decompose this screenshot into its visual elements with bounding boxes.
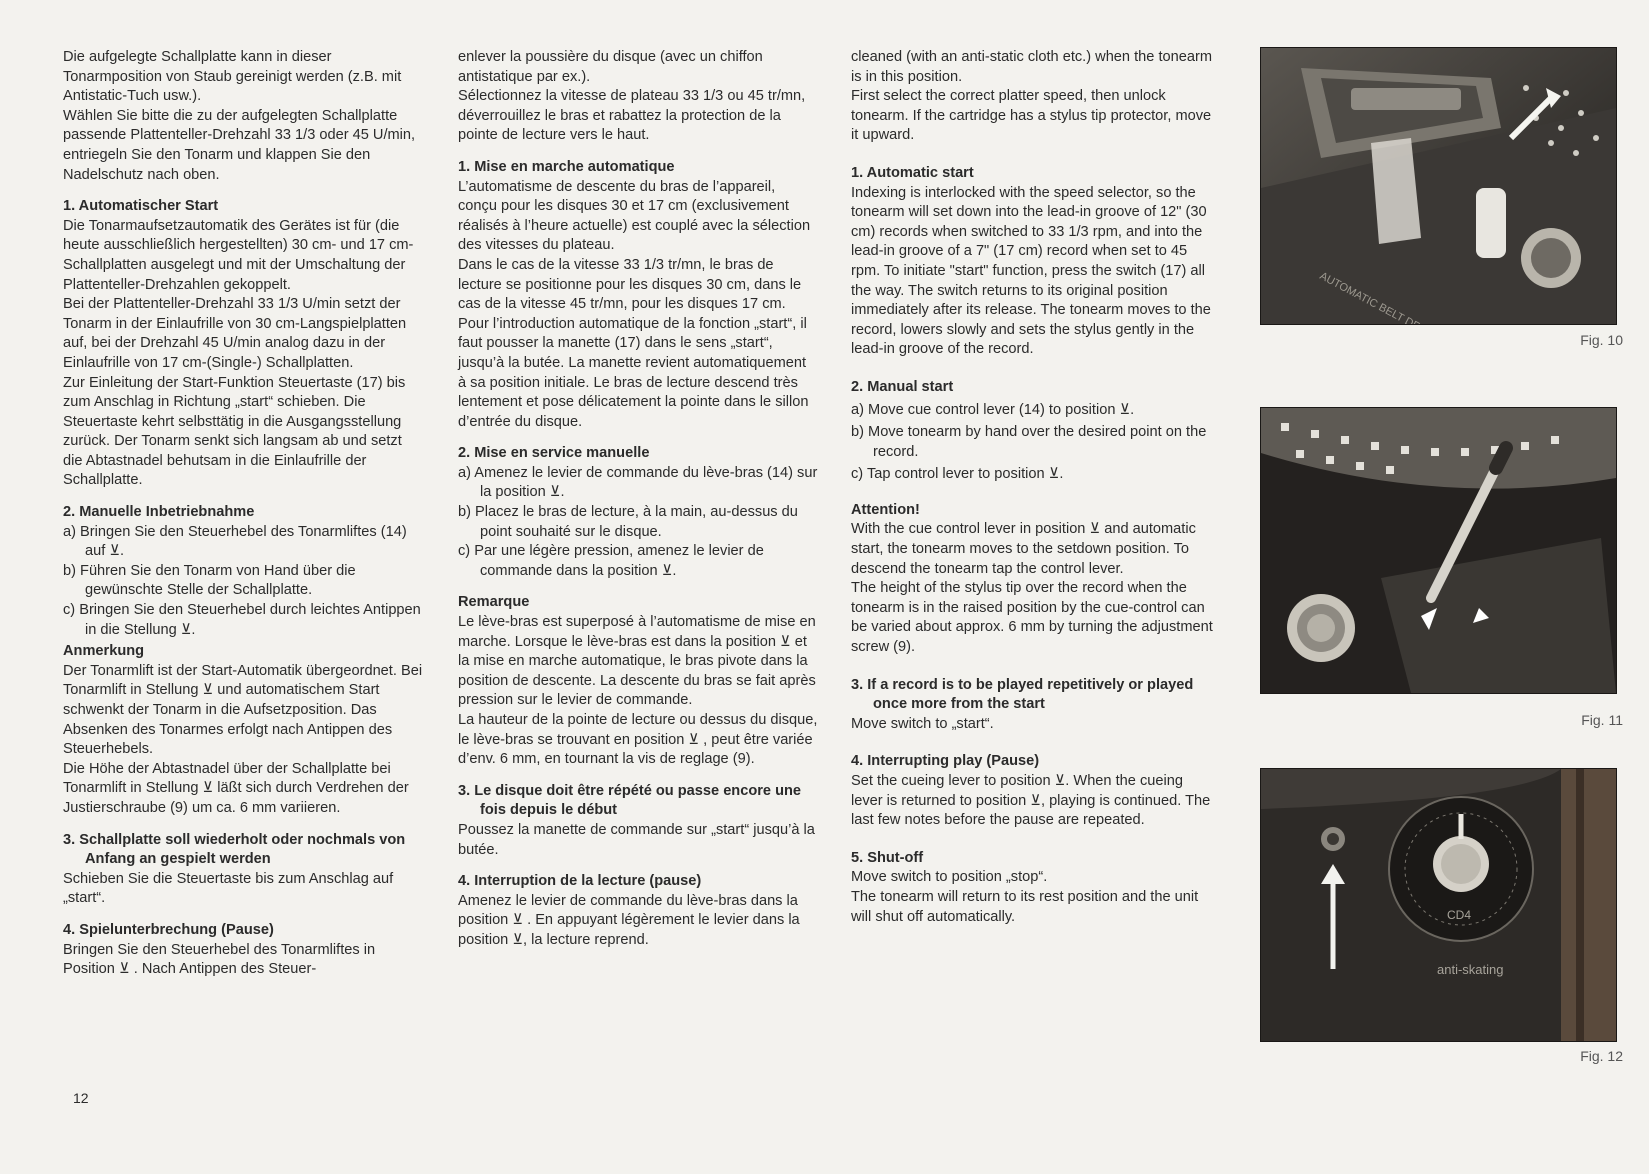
fr-note-body-1: Le lève-bras est superposé à l’automatisme de mise en marche. Lorsque le lève-bras est dans la position ⊻ et la mise en marche automatique, le bras pivote dans la position de descente. La descente du bras se fait après pression sur le levier de commande. (458, 614, 816, 709)
de-s4-body: Bringen Sie den Steuerhebel des Tonarmliftes in Position ⊻ . Nach Antippen des Steuer- (63, 941, 376, 978)
fr-s1-body-1: L’automatisme de descente du bras de l’appareil, conçu pour les disques 30 et 17 cm (exclusivement réalisés à l’heure actuelle) est couplé avec la sélection des vitesses du plateau. (458, 178, 811, 254)
fr-s2-item-b: b) Placez le bras de lecture, à la main, au-dessus du point souhaité sur le disque. (458, 504, 798, 540)
fr-s1-body-2: Dans le cas de la vitesse 33 1/3 tr/mn, le bras de lecture se positionne pour les disques 30 cm, dans le cas de la vitesse 45 tr/mn, pour les disques 17 cm. Pour l’introduction automatique de la fonction „start“, il faut pousser la manette (17) dans le sens „start“, jusqu’à la butée. La manette revient automatiquement à sa position initiale. Le bras de lecture descend très lentement et pose délicatement la pointe dans le sillon d’entrée du disque. (458, 256, 809, 430)
de-s3-title: 3. Schallplatte soll wiederholt oder nochmals von Anfang an gespielt werden (63, 831, 406, 868)
english-column (851, 48, 1216, 927)
fig12-caption-text: anti-skating (1437, 962, 1504, 977)
en-s5-body-1: Move switch to position „stop“. (851, 869, 1048, 886)
en-s3-body: Move switch to „start“. (851, 715, 994, 732)
de-note-body-2: Die Höhe der Abtastnadel über der Schallplatte bei Tonarmlift in Stellung ⊻ läßt sich durch Verdrehen der Justierschraube (9) um ca. 6 mm variieren. (63, 760, 409, 816)
figure-10-photo (1260, 47, 1617, 325)
figure-12-photo (1260, 768, 1617, 1042)
en-s2-item-b: b) Move tonearm by hand over the desired point on the record. (851, 424, 1207, 460)
en-s3-title: 3. If a record is to be played repetitively or played once more from the start (851, 676, 1194, 713)
de-intro-2: Wählen Sie bitte die zu der aufgelegten Schallplatte passende Plattenteller-Drehzahl 33 1/3 oder 45 U/min, entriegeln Sie den Tonarm und klappen Sie den Nadelschutz nach oben. (63, 107, 416, 183)
en-note-title: Attention! (851, 501, 920, 518)
de-s2-item-c: c) Bringen Sie den Steuerhebel durch leichtes Antippen in die Stellung ⊻. (63, 602, 421, 638)
de-s1-body-1: Die Tonarmaufsetzautomatik des Gerätes ist für (die heute ausschließlich hergestellten) 30 cm- und 17 cm-Schallplatten ausgelegt und mit der Umschaltung der Plattenteller-Drehzahlen gekoppelt. (63, 217, 414, 293)
fr-s2-title: 2. Mise en service manuelle (458, 445, 650, 462)
french-column (458, 48, 818, 951)
en-s4-body: Set the cueing lever to position ⊻. When the cueing lever is returned to position ⊻, playing is continued. The last few notes before the pause are repeated. (851, 773, 1211, 829)
de-s4-title: 4. Spielunterbrechung (Pause) (63, 921, 274, 938)
en-s1-body: Indexing is interlocked with the speed selector, so the tonearm will set down into the lead-in groove of 12" (30 cm) records when switched to 33 1/3 rpm, and into the lead-in groove of a 7" (17 cm) record when set to 45 rpm. To initiate "start" function, press the switch (17) all the way. The switch returns to its original position immediately after its release. The tonearm moves to the record, lowers slowly and sets the stylus gently in the lead-in groove of the record. (851, 184, 1211, 358)
page-number: 12 (73, 1090, 89, 1106)
de-s2-item-a: a) Bringen Sie den Steuerhebel des Tonarmliftes (14) auf ⊻. (63, 523, 407, 560)
en-s4-title: 4. Interrupting play (Pause) (851, 753, 1040, 770)
figure-10-label: Fig. 10 (1580, 332, 1623, 348)
fr-s1-title: 1. Mise en marche automatique (458, 158, 675, 175)
en-intro-2: First select the correct platter speed, then unlock tonearm. If the cartridge has a stylus tip protector, move it upward. (851, 88, 1212, 144)
figure-11-label: Fig. 11 (1581, 712, 1623, 728)
de-s1-body-3: Zur Einleitung der Start-Funktion Steuertaste (17) bis zum Anschlag in Richtung „start“ schieben. Die Steuertaste kehrt selbsttätig in die Ausgangsstellung zurück. Der Tonarm senkt sich langsam ab und setzt die Abtastnadel behutsam in die Einlaufrille der Schallplatte. (63, 374, 406, 489)
de-intro-1: Die aufgelegte Schallplatte kann in dieser Tonarmposition von Staub gereinigt werden (z.B. mit Antistatic-Tuch usw.). (63, 49, 402, 105)
de-s2-title: 2. Manuelle Inbetriebnahme (63, 504, 255, 521)
fr-s4-body: Amenez le levier de commande du lève-bras dans la position ⊻ . En appuyant légèrement le levier dans la position ⊻, la lecture reprend. (458, 892, 800, 948)
fr-note-title: Remarque (458, 594, 530, 611)
de-note-body-1: Der Tonarmlift ist der Start-Automatik übergeordnet. Bei Tonarmlift in Stellung ⊻ und automatischem Start schwenkt der Tonarm in die Aufsetzposition. Das Absenken des Tonarmes erfolgt nach Antippen des Steuerhebels. (63, 662, 423, 758)
fr-s2-item-a: a) Amenez le levier de commande du lève-bras (14) sur la position ⊻. (458, 464, 818, 501)
german-column (63, 48, 423, 980)
fr-s3-body: Poussez la manette de commande sur „start“ jusqu’à la butée. (458, 821, 815, 858)
en-s5-body-2: The tonearm will return to its rest position and the unit will shut off automatically. (851, 888, 1199, 925)
en-s2-title: 2. Manual start (851, 378, 954, 395)
fr-intro-2: Sélectionnez la vitesse de plateau 33 1/3 ou 45 tr/mn, déverrouillez le bras et rabattez la protection de la pointe de lecture vers le haut. (458, 88, 806, 144)
en-note-body-2: The height of the stylus tip over the record when the tonearm is in the raised position by the cue-control can be varied about approx. 6 mm by turning the adjustment screw (9). (851, 580, 1213, 656)
fig12-dial-text: CD4 (1447, 908, 1472, 922)
fr-s4-title: 4. Interruption de la lecture (pause) (458, 873, 702, 890)
de-s2-item-b: b) Führen Sie den Tonarm von Hand über die gewünschte Stelle der Schallplatte. (63, 562, 356, 599)
de-s3-body: Schieben Sie die Steuertaste bis zum Anschlag auf „start“. (63, 870, 394, 907)
figure-11-photo (1260, 407, 1617, 694)
de-s1-title: 1. Automatischer Start (63, 198, 219, 215)
de-s1-body-2: Bei der Plattenteller-Drehzahl 33 1/3 U/min setzt der Tonarm in der Einlaufrille von 30 cm-Langspielplatten auf, bei der Drehzahl 45 U/min analog dazu in der Einlaufrille von 17 cm-(Single-) Schallplatten. (63, 296, 407, 371)
fr-s2-item-c: c) Par une légère pression, amenez le levier de commande dans la position ⊻. (458, 543, 764, 579)
figure-12-label: Fig. 12 (1580, 1048, 1623, 1064)
de-note-title: Anmerkung (63, 643, 145, 660)
en-s2-item-a: a) Move cue control lever (14) to position ⊻. (851, 401, 1135, 418)
en-s2-item-c: c) Tap control lever to position ⊻. (851, 466, 1064, 483)
en-s5-title: 5. Shut-off (851, 849, 924, 866)
en-intro-1: cleaned (with an anti-static cloth etc.) when the tonearm is in this position. (851, 49, 1212, 85)
en-s1-title: 1. Automatic start (851, 164, 974, 181)
fr-intro-1: enlever la poussière du disque (avec un chiffon antistatique par ex.). (458, 49, 763, 85)
fr-note-body-2: La hauteur de la pointe de lecture ou dessus du disque, le lève-bras se trouvant en position ⊻ , peut être variée d’env. 6 mm, en tournant la vis de reglage (9). (458, 712, 818, 768)
en-note-body-1: With the cue control lever in position ⊻ and automatic start, the tonearm moves to the setdown position. To descend the tonearm tap the control lever. (851, 521, 1196, 577)
fr-s3-title: 3. Le disque doit être répété ou passe encore une fois depuis le début (458, 782, 802, 819)
